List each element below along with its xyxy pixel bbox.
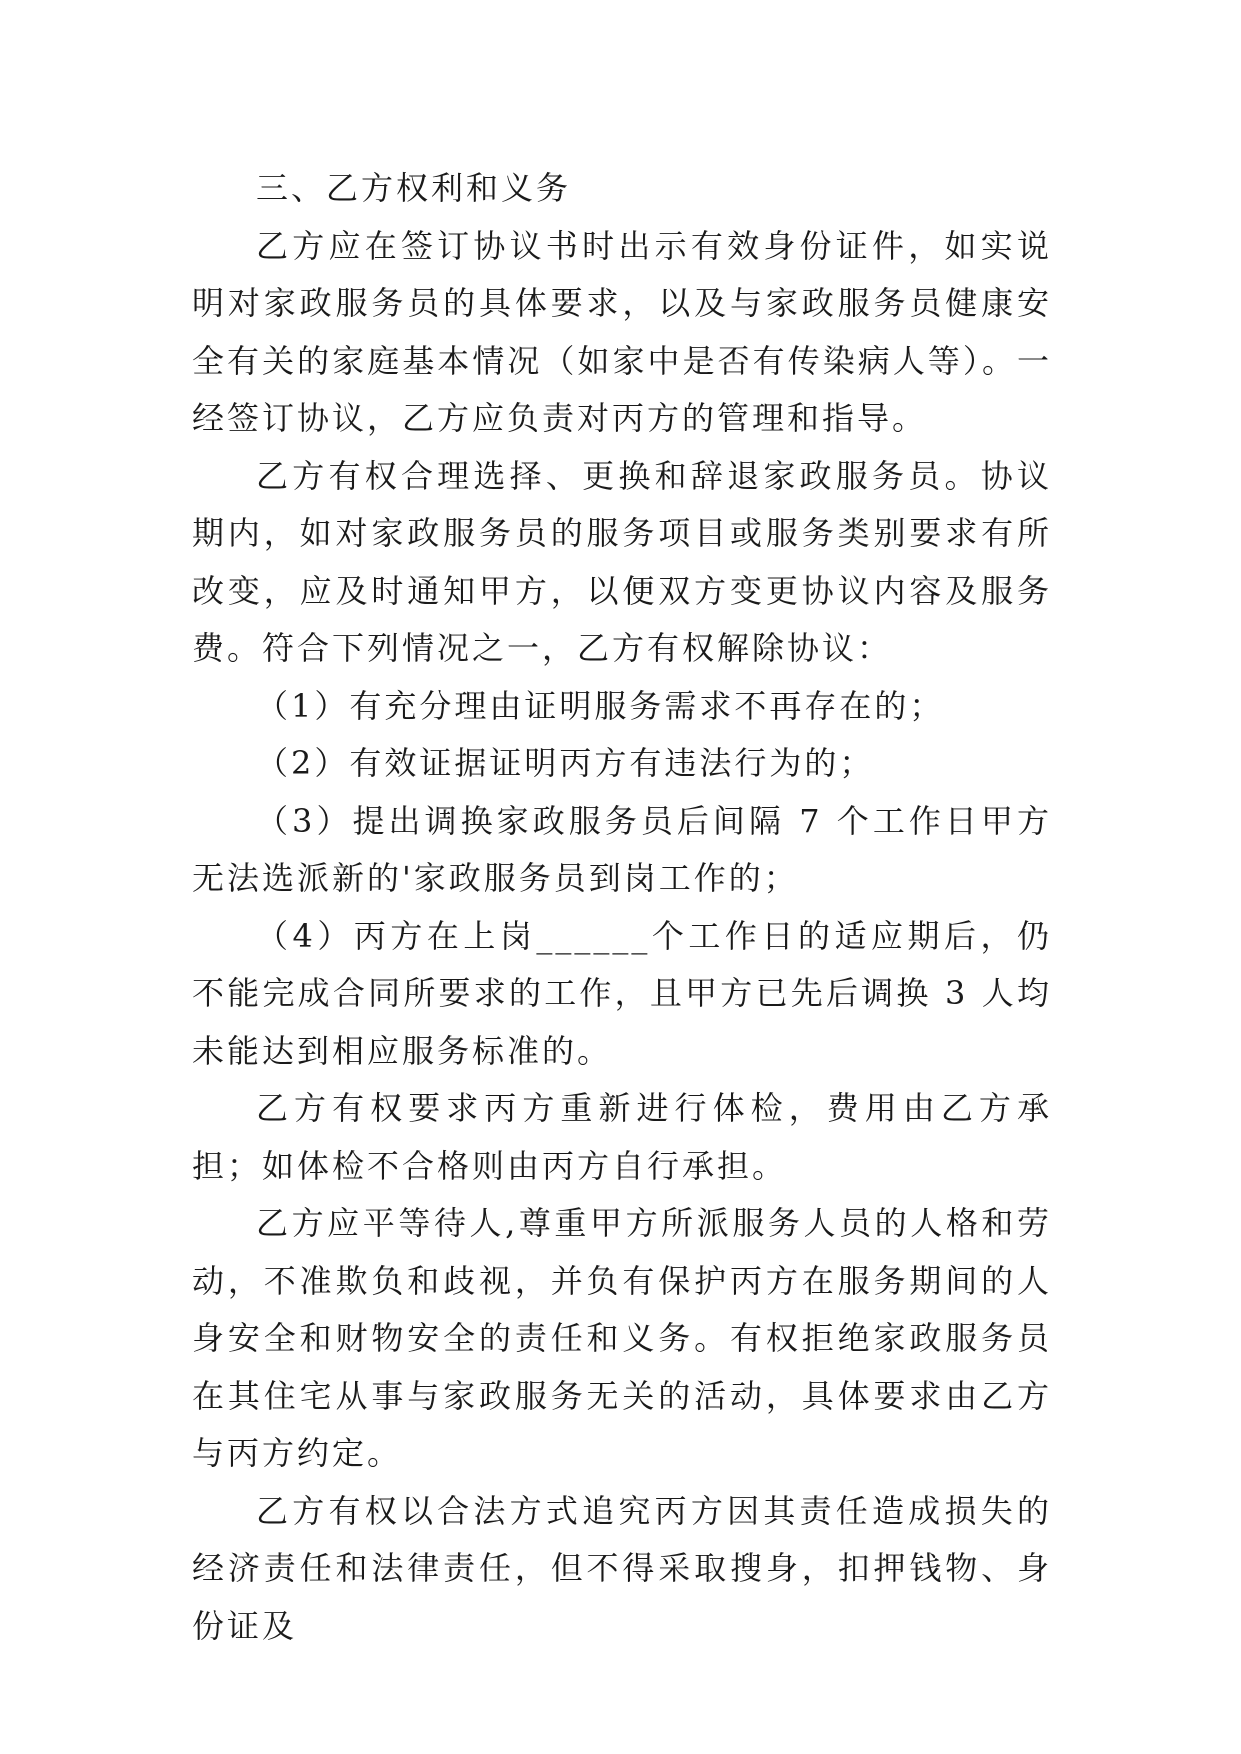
- list-item-4: （4）丙方在上岗______个工作日的适应期后，仍不能完成合同所要求的工作，且甲方已先后调换 3 人均未能达到相应服务标准的。: [192, 916, 1052, 1070]
- paragraph-medical-check: 乙方有权要求丙方重新进行体检，费用由乙方承担；如体检不合格则由丙方自行承担。: [192, 1089, 1052, 1185]
- paragraph-identity-disclosure: 乙方应在签订协议书时出示有效身份证件，如实说明对家政服务员的具体要求，以及与家政服务员健康安全有关的家庭基本情况（如家中是否有传染病人等）。一经签订协议，乙方应负责对丙方的管理和指导。: [192, 226, 1052, 437]
- document-body: [192, 160, 1052, 1655]
- paragraph-liability: 乙方有权以合法方式追究丙方因其责任造成损失的经济责任和法律责任，但不得采取搜身，扣押钱物、身份证及: [192, 1491, 1052, 1645]
- paragraph-selection-rights: 乙方有权合理选择、更换和辞退家政服务员。协议期内，如对家政服务员的服务项目或服务类别要求有所改变，应及时通知甲方，以便双方变更协议内容及服务费。符合下列情况之一，乙方有权解除协议：: [192, 456, 1052, 667]
- paragraph-equal-treatment: 乙方应平等待人,尊重甲方所派服务人员的人格和劳动，不准欺负和歧视，并负有保护丙方在服务期间的人身安全和财物安全的责任和义务。有权拒绝家政服务员在其住宅从事与家政服务无关的活动，具体要求由乙方与丙方约定。: [192, 1204, 1052, 1472]
- list-item-1: （1）有充分理由证明服务需求不再存在的；: [256, 686, 945, 725]
- section-heading: 三、乙方权利和义务: [256, 169, 572, 207]
- list-item-2: （2）有效证据证明丙方有违法行为的；: [256, 744, 875, 782]
- list-item-3: （3）提出调换家政服务员后间隔 7 个工作日甲方无法选派新的'家政服务员到岗工作的；: [192, 801, 1052, 897]
